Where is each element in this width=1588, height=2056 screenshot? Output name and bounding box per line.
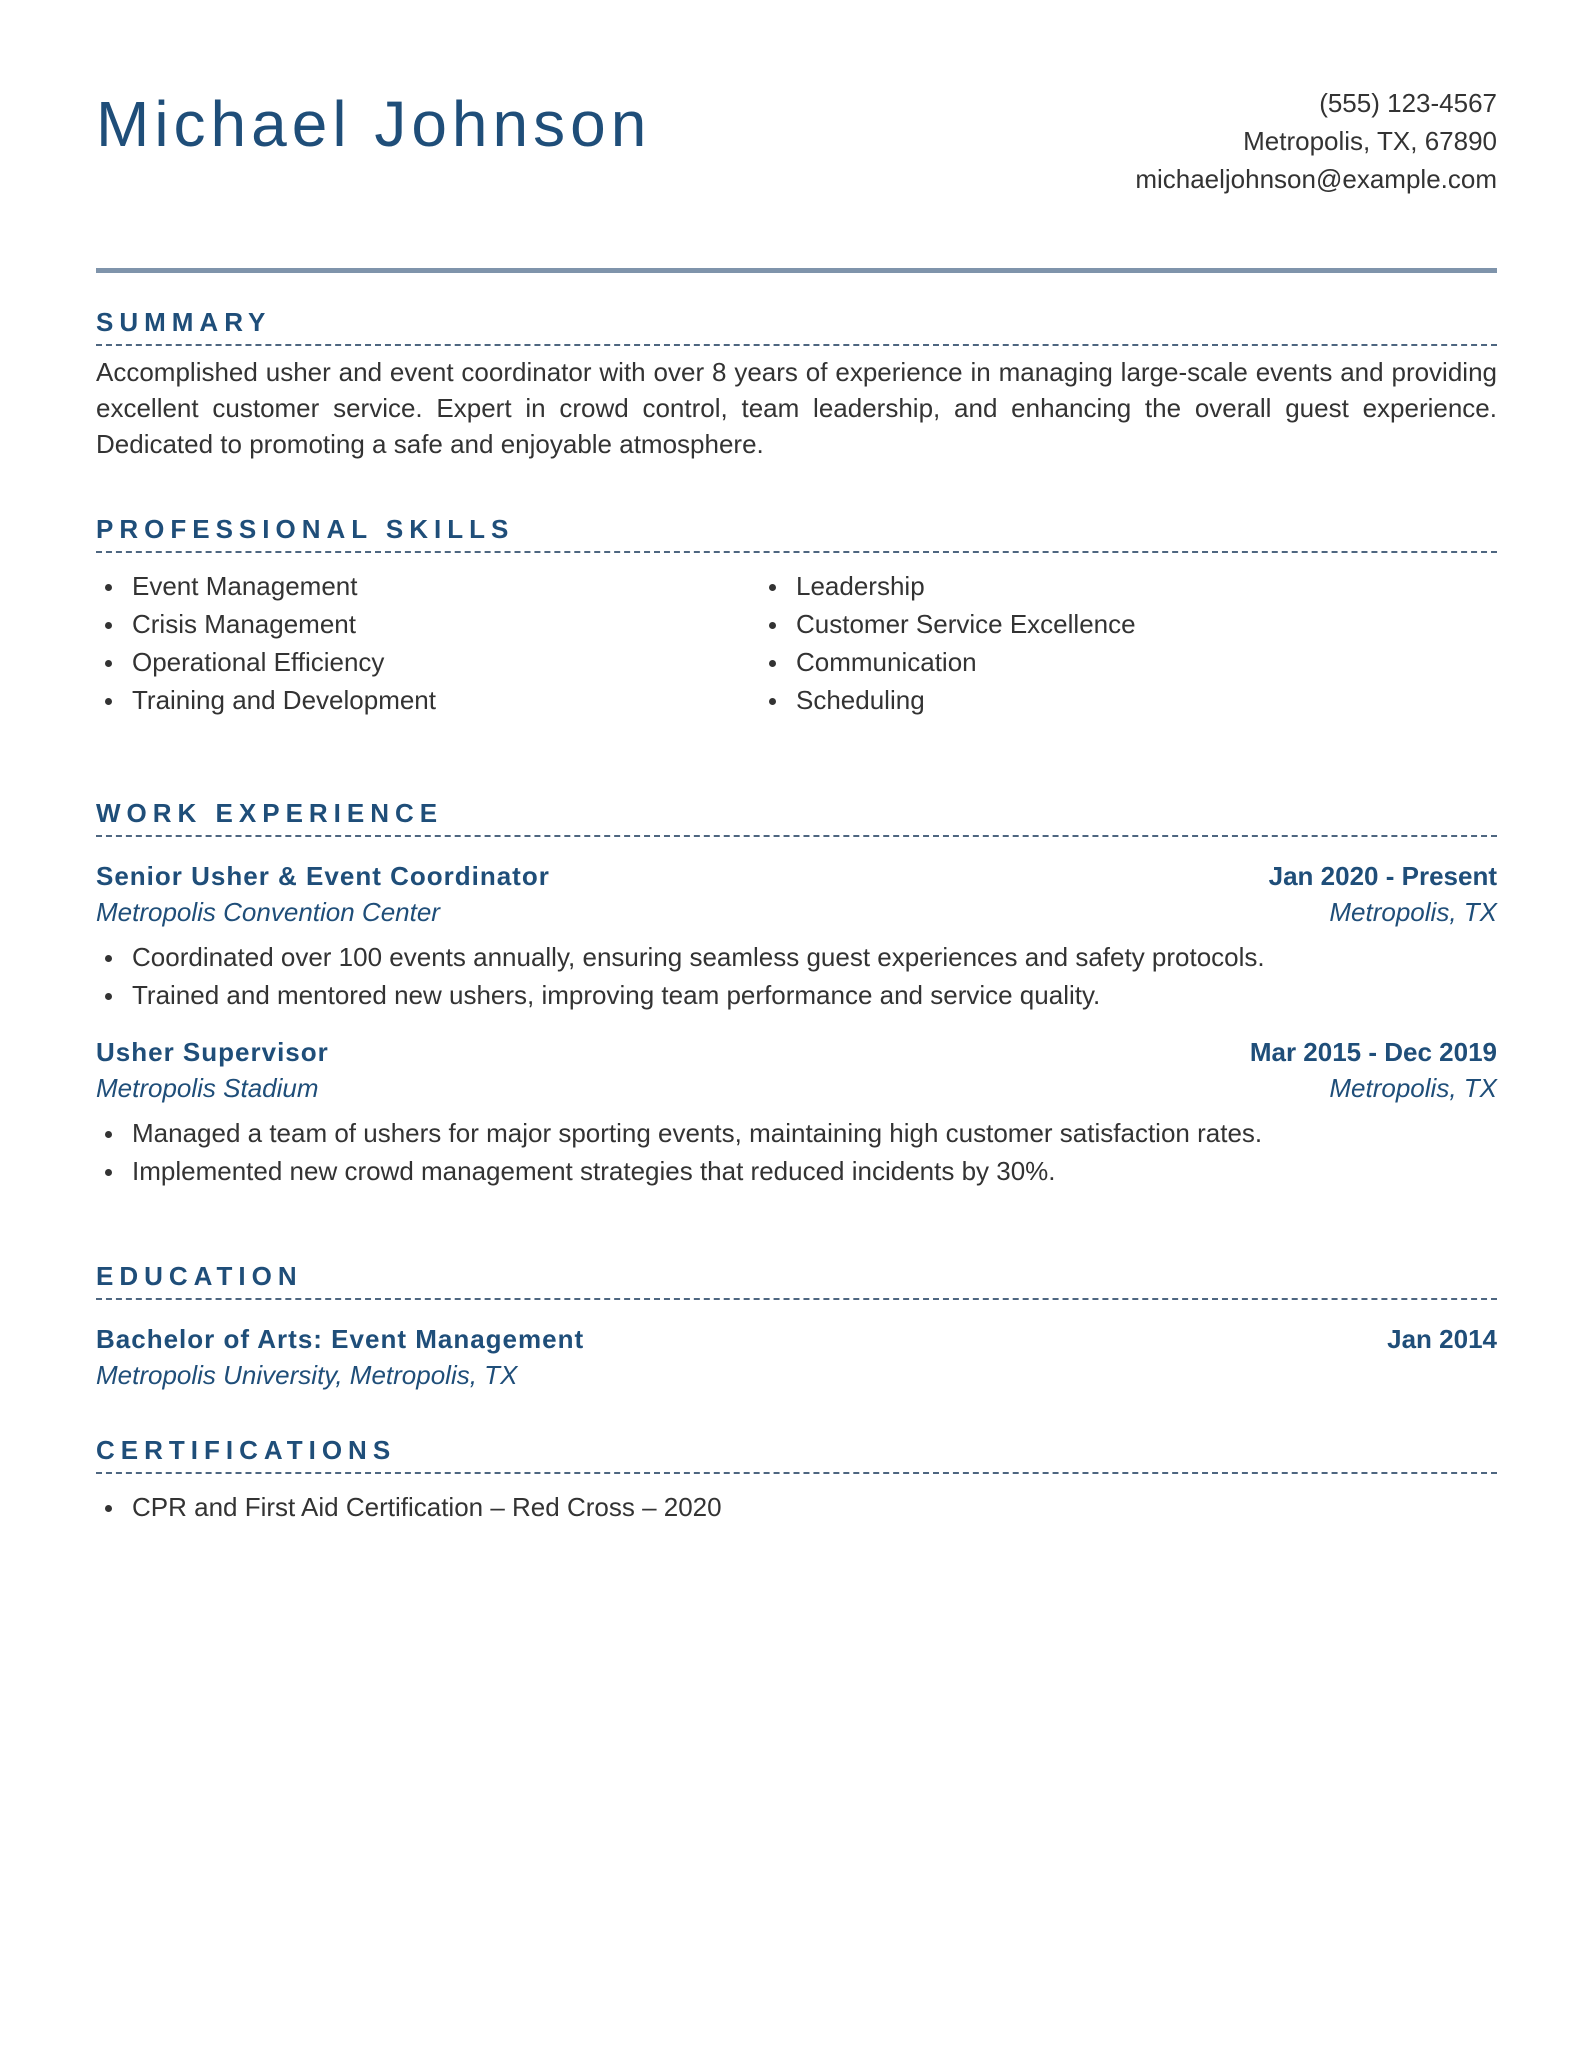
experience-heading: WORK EXPERIENCE xyxy=(96,797,1497,837)
certification-item: CPR and First Aid Certification – Red Cross – 2020 xyxy=(132,1488,1497,1526)
skills-columns xyxy=(96,567,1497,719)
certification-list xyxy=(96,1488,1497,1526)
candidate-name: Michael Johnson xyxy=(96,88,652,160)
degree: Bachelor of Arts: Event Management xyxy=(96,1324,585,1354)
summary-text: Accomplished usher and event coordinator with over 8 years of experience in managing large-scale events and providing excellent customer service. Expert in crowd control, team leadership, and enhancing the overall guest experience. Dedicated to promoting a safe and enjoyable atmosphere. xyxy=(96,357,1497,459)
skill-item: Scheduling xyxy=(796,681,1424,719)
job-organization: Metropolis Convention Center xyxy=(96,897,440,927)
job-bullet: Coordinated over 100 events annually, ensuring seamless guest experiences and safety protocols. xyxy=(132,938,1497,976)
skill-item: Event Management xyxy=(132,567,760,605)
skills-left-list xyxy=(96,567,760,719)
skill-item: Crisis Management xyxy=(132,605,760,643)
experience-section xyxy=(96,797,1497,1190)
header-divider xyxy=(96,268,1497,273)
school: Metropolis University, Metropolis, TX xyxy=(96,1360,518,1390)
job-bullet: Managed a team of ushers for major sporting events, maintaining high customer satisfaction rates. xyxy=(132,1114,1497,1152)
certifications-heading: CERTIFICATIONS xyxy=(96,1434,1497,1474)
skill-item: Operational Efficiency xyxy=(132,643,760,681)
job-location: Metropolis, TX xyxy=(1329,897,1497,927)
job-bullet: Implemented new crowd management strategies that reduced incidents by 30%. xyxy=(132,1152,1497,1190)
summary-heading: SUMMARY xyxy=(96,306,1497,346)
contact-block xyxy=(1135,84,1497,198)
skills-right-list xyxy=(760,567,1424,719)
job-dates: Jan 2020 - Present xyxy=(1268,861,1497,891)
graduation-date: Jan 2014 xyxy=(1387,1324,1497,1354)
education-entry xyxy=(96,1321,1497,1393)
job-organization: Metropolis Stadium xyxy=(96,1073,319,1103)
job-entry xyxy=(96,858,1497,1014)
skill-item: Communication xyxy=(796,643,1424,681)
job-title: Senior Usher & Event Coordinator xyxy=(96,861,550,891)
job-bullets xyxy=(96,1114,1497,1190)
phone: (555) 123-4567 xyxy=(1319,88,1497,118)
job-bullets xyxy=(96,938,1497,1014)
skills-heading: PROFESSIONAL SKILLS xyxy=(96,513,1497,553)
job-entry xyxy=(96,1034,1497,1190)
summary-section xyxy=(96,306,1497,462)
job-bullet: Trained and mentored new ushers, improving team performance and service quality. xyxy=(132,976,1497,1014)
education-section xyxy=(96,1260,1497,1393)
email[interactable]: michaeljohnson@example.com xyxy=(1135,164,1497,194)
job-dates: Mar 2015 - Dec 2019 xyxy=(1249,1037,1497,1067)
skill-item: Training and Development xyxy=(132,681,760,719)
job-location: Metropolis, TX xyxy=(1329,1073,1497,1103)
skill-item: Customer Service Excellence xyxy=(796,605,1424,643)
skills-section xyxy=(96,513,1497,719)
address: Metropolis, TX, 67890 xyxy=(1243,126,1497,156)
certifications-section xyxy=(96,1434,1497,1526)
education-heading: EDUCATION xyxy=(96,1260,1497,1300)
job-title: Usher Supervisor xyxy=(96,1037,329,1067)
skill-item: Leadership xyxy=(796,567,1424,605)
